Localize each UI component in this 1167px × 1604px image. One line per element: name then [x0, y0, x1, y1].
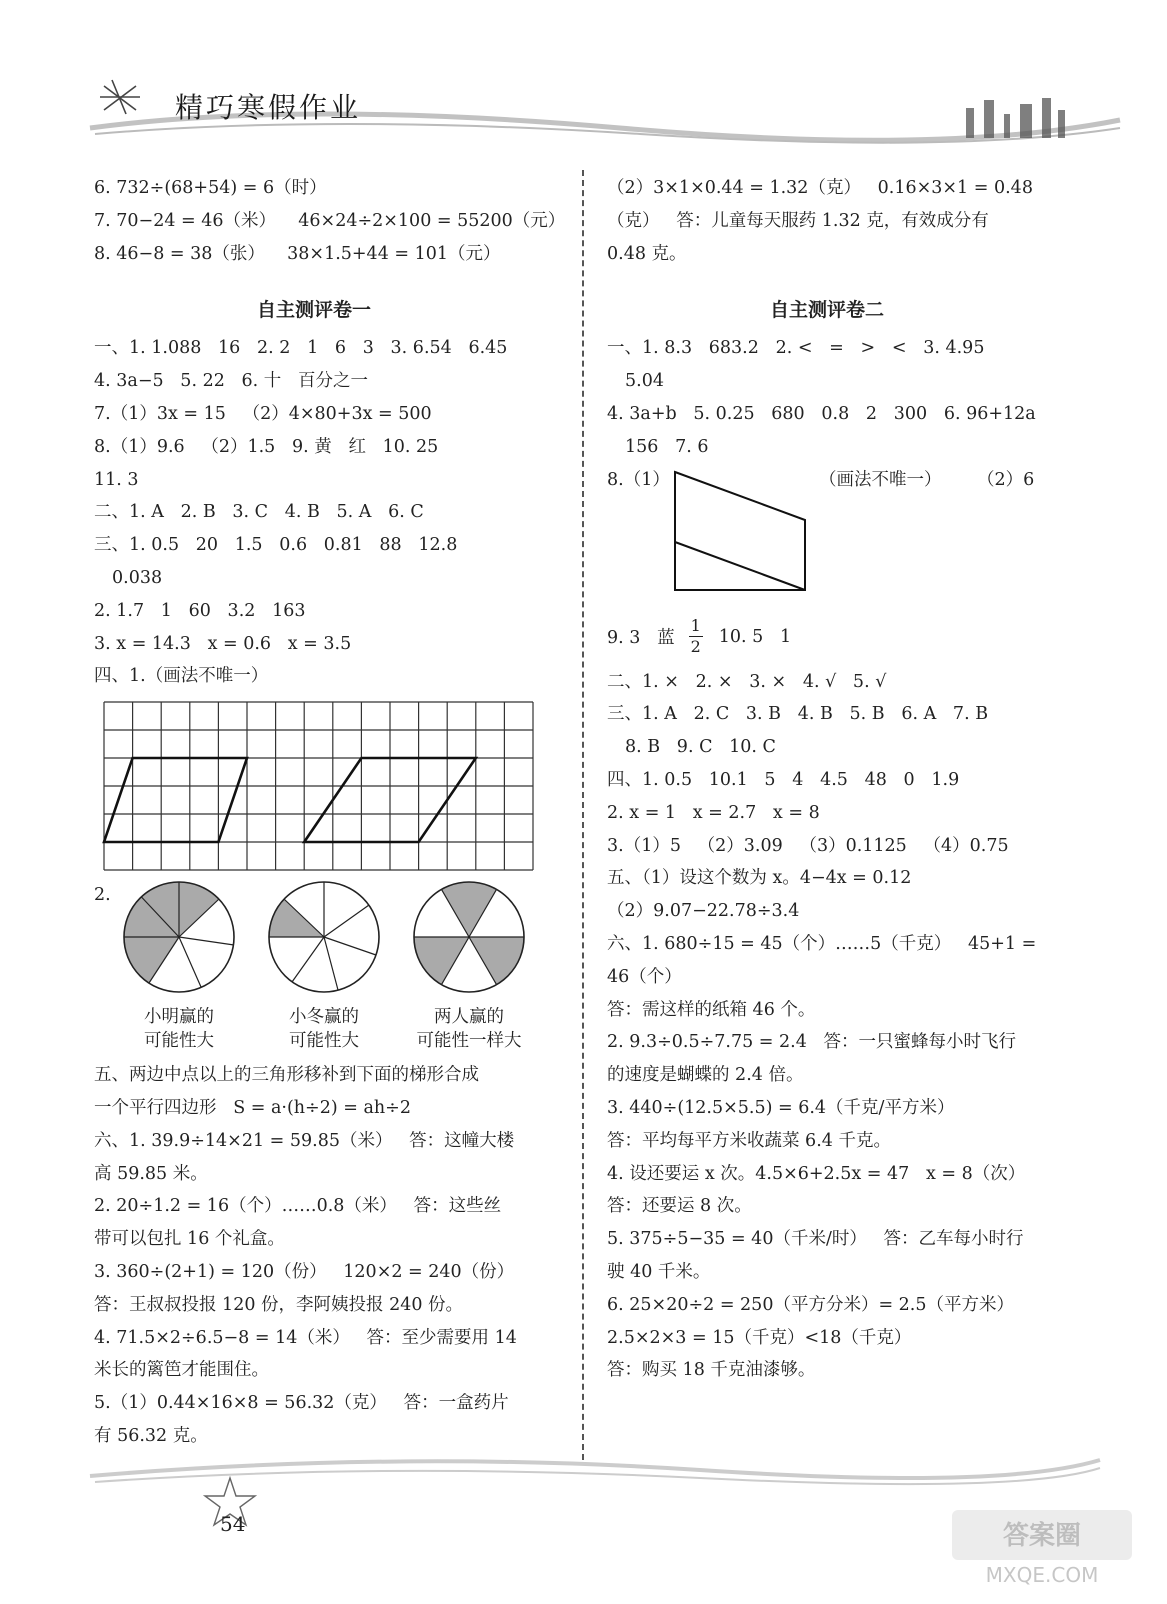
page-header [0, 0, 1167, 150]
parallelogram-grid-figure [94, 699, 554, 875]
answer-line: 四、1. 0.5 10.1 5 4 4.5 48 0 1.9 [607, 769, 960, 790]
footer-decoration [0, 1440, 1167, 1600]
answer-line: 五、（1）设这个数为 x。4−4x = 0.12 [607, 868, 912, 889]
answer-line: 四、1.（画法不唯一） [94, 666, 269, 687]
answer-text: 9. 3 蓝 [607, 628, 675, 649]
answer-line: 有 56.32 克。 [94, 1425, 208, 1446]
question-label: 8.（1） [607, 469, 670, 490]
question-label: 2. [94, 885, 111, 906]
answer-line: 5.（1）0.44×16×8 = 56.32（克） 答：一盒药片 [94, 1393, 509, 1414]
caption-line: 两人赢的 [434, 1007, 504, 1028]
answer-line: 156 7. 6 [625, 436, 709, 457]
caption-line: 小明赢的 [144, 1007, 214, 1028]
answer-line: 3. 360÷(2+1) = 120（份） 120×2 = 240（份） [94, 1261, 515, 1282]
svg-text:答案圈: 答案圈 [1002, 1521, 1082, 1551]
header-decoration [0, 0, 1167, 150]
watermark-logo [952, 1510, 1132, 1587]
answer-line: 3. 440÷(12.5×5.5) = 6.4（千克/平方米） [607, 1097, 955, 1118]
answer-line: 2.5×2×3 = 15（千克）<18（千克） [607, 1327, 912, 1348]
header-ornament-icon [966, 98, 1065, 138]
answer-line: 4. 设还要运 x 次。4.5×6+2.5x = 47 x = 8（次） [607, 1163, 1026, 1184]
fraction-denominator: 2 [690, 637, 701, 657]
answer-line: 一个平行四边形 S = a·(h÷2) = ah÷2 [94, 1097, 411, 1118]
answer-line: 7. 70−24 = 46（米） 46×24÷2×100 = 55200（元） [94, 210, 566, 231]
answer-line: 8.（1）9.6 （2）1.5 9. 黄 红 10. 25 [94, 436, 439, 457]
trapezoid-diagram [669, 470, 829, 594]
right-column [607, 172, 1067, 1387]
fraction [689, 616, 703, 657]
question-8-figure [607, 464, 1067, 604]
answer-line: 0.48 克。 [607, 243, 687, 264]
answer-line: 0.038 [112, 567, 163, 588]
answer-line: 高 59.85 米。 [94, 1163, 208, 1184]
caption-line: 可能性大 [144, 1031, 214, 1052]
answer-line: 答：平均每平方米收蔬菜 6.4 千克。 [607, 1130, 891, 1151]
answer-line: 二、1. A 2. B 3. C 4. B 5. A 6. C [94, 502, 424, 523]
answer-line: 答：需这样的纸箱 46 个。 [607, 999, 816, 1020]
answer-line: 六、1. 39.9÷14×21 = 59.85（米） 答：这幢大楼 [94, 1130, 515, 1151]
page-number: 54 [220, 1512, 246, 1536]
spinner-figures [94, 881, 554, 1059]
answer-line: 带可以包扎 16 个礼盒。 [94, 1229, 285, 1250]
answer-text: 10. 5 1 [718, 626, 792, 647]
page-footer [0, 1440, 1167, 1600]
column-divider [582, 170, 584, 1460]
answer-line: 5. 375÷5−35 = 40（千米/时） 答：乙车每小时行 [607, 1229, 1024, 1250]
answer-line: 五、两边中点以上的三角形移补到下面的梯形合成 [94, 1065, 479, 1086]
caption-line: 可能性一样大 [416, 1031, 522, 1052]
caption-line: 小冬赢的 [289, 1007, 359, 1028]
answer-line: 答：还要运 8 次。 [607, 1196, 752, 1217]
answer-line: （2）6 [977, 469, 1035, 490]
answer-line: 7.（1）3x = 15 （2）4×80+3x = 500 [94, 403, 432, 424]
answer-line: 46（个） [607, 966, 682, 987]
question-9-line [607, 608, 1067, 666]
left-column [94, 172, 566, 1453]
answer-line: 答：购买 18 千克油漆够。 [607, 1360, 816, 1381]
answer-line: 米长的篱笆才能围住。 [94, 1360, 269, 1381]
spinner-caption-1 [104, 1005, 254, 1053]
spinner-2 [269, 882, 379, 992]
spinner-3 [414, 882, 524, 992]
answer-line: 一、1. 8.3 683.2 2. < = > < 3. 4.95 [607, 338, 985, 359]
answer-line: （2）3×1×0.44 = 1.32（克） 0.16×3×1 = 0.48 [607, 178, 1033, 198]
drawing-note: （画法不唯一） [819, 469, 942, 490]
spinner-caption-3 [394, 1005, 544, 1053]
answer-line: 5.04 [625, 371, 664, 392]
answer-line: 3. x = 14.3 x = 0.6 x = 3.5 [94, 633, 352, 654]
star-icon [100, 80, 140, 114]
parallelogram-shape-1 [104, 758, 247, 842]
answer-line: 8. 46−8 = 38（张） 38×1.5+44 = 101（元） [94, 243, 501, 264]
fraction-numerator: 1 [690, 616, 701, 636]
section-title-test-2: 自主测评卷二 [769, 299, 884, 322]
spinner-1 [124, 882, 234, 992]
answer-line: 4. 71.5×2÷6.5−8 = 14（米） 答：至少需要用 14 [94, 1327, 517, 1348]
svg-text:MXQE.COM: MXQE.COM [985, 1563, 1099, 1587]
answer-line: 11. 3 [94, 469, 139, 490]
answer-line: 驶 40 千米。 [607, 1261, 711, 1282]
header-title: 精巧寒假作业 [175, 91, 362, 124]
spinner-caption-2 [249, 1005, 399, 1053]
answer-line: 三、1. 0.5 20 1.5 0.6 0.81 88 12.8 [94, 535, 458, 556]
answer-line: 4. 3a−5 5. 22 6. 十 百分之一 [94, 371, 368, 392]
grid-diagram [94, 699, 554, 875]
answer-line: （2）9.07−22.78÷3.4 [607, 901, 800, 922]
answer-line: 三、1. A 2. C 3. B 4. B 5. B 6. A 7. B [607, 704, 989, 725]
grid-lines [104, 702, 533, 870]
answer-line: 6. 25×20÷2 = 250（平方分米）= 2.5（平方米） [607, 1294, 1015, 1315]
answer-line: 2. 20÷1.2 = 16（个）……0.8（米） 答：这些丝 [94, 1196, 502, 1217]
answer-line: 的速度是蝴蝶的 2.4 倍。 [607, 1065, 804, 1086]
answer-line: 一、1. 1.088 16 2. 2 1 6 3 3. 6.54 6.45 [94, 338, 508, 359]
spinner-diagrams [94, 881, 554, 1001]
answer-line: 六、1. 680÷15 = 45（个）……5（千克） 45+1 = [607, 933, 1037, 954]
answer-line: 3.（1）5 （2）3.09 （3）0.1125 （4）0.75 [607, 835, 1009, 856]
answer-line: 2. 1.7 1 60 3.2 163 [94, 600, 306, 621]
answer-line: 二、1. × 2. × 3. × 4. √ 5. √ [607, 671, 887, 692]
answer-line: 2. x = 1 x = 2.7 x = 8 [607, 802, 820, 823]
answer-line: 2. 9.3÷0.5÷7.75 = 2.4 答：一只蜜蜂每小时飞行 [607, 1032, 1017, 1053]
answer-line: 8. B 9. C 10. C [625, 737, 776, 758]
caption-line: 可能性大 [289, 1031, 359, 1052]
answer-line: （克） 答：儿童每天服药 1.32 克，有效成分有 [607, 210, 989, 231]
answer-line: 答：王叔叔投报 120 份，李阿姨投报 240 份。 [94, 1294, 464, 1315]
answer-line: 6. 732÷(68+54) = 6（时） [94, 178, 327, 198]
section-title-test-1: 自主测评卷一 [256, 299, 371, 322]
answer-line: 4. 3a+b 5. 0.25 680 0.8 2 300 6. 96+12a [607, 403, 1036, 424]
